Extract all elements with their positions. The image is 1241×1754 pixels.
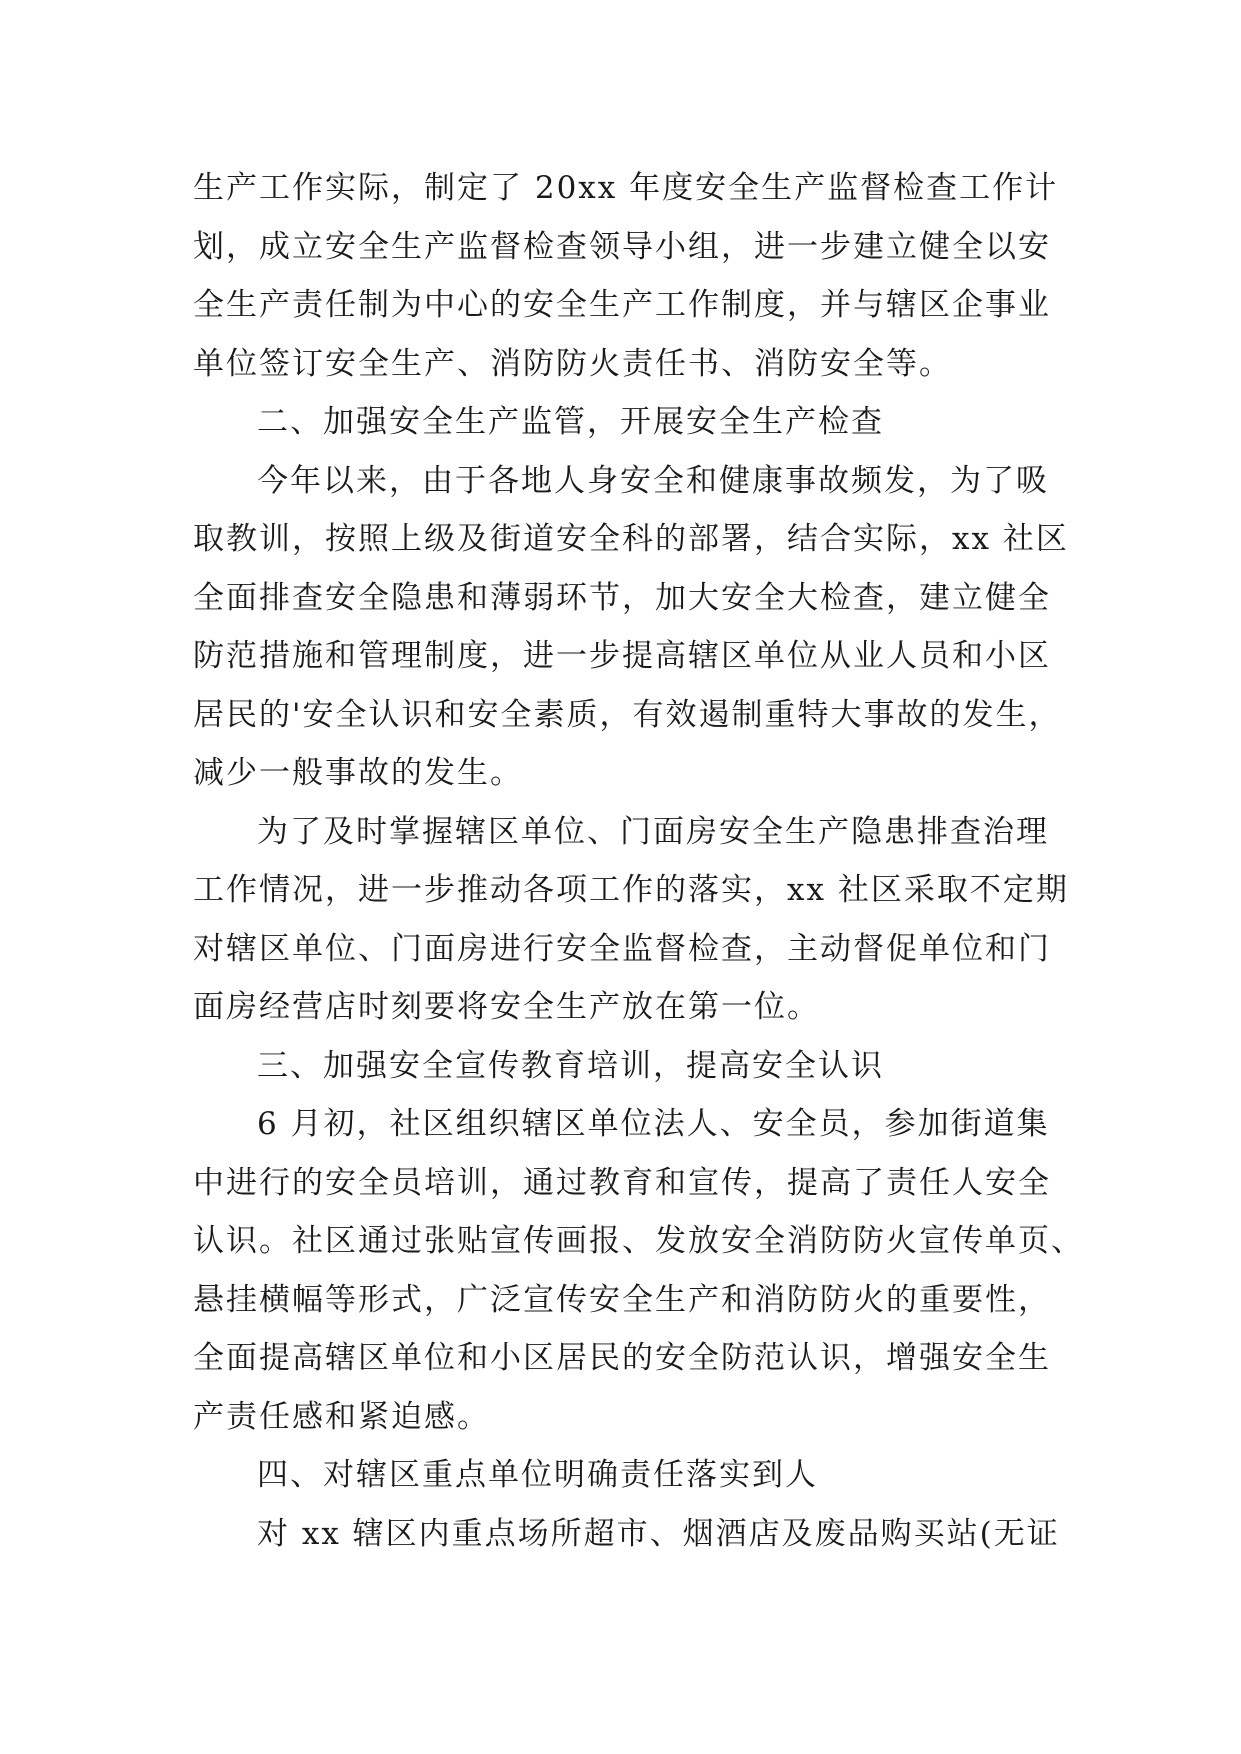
- body-line: 对辖区单位、门面房进行安全监督检查，主动督促单位和门: [193, 930, 1051, 967]
- body-line: 生产工作实际，制定了 20xx 年度安全生产监督检查工作计: [193, 170, 1059, 206]
- body-line: 全面排查安全隐患和薄弱环节，加大安全大检查，建立健全: [193, 579, 1051, 616]
- section-heading-4: 四、对辖区重点单位明确责任落实到人: [257, 1457, 818, 1493]
- body-line: 居民的'安全认识和安全素质，有效遏制重特大事故的发生，: [193, 696, 1062, 733]
- body-line: 取教训，按照上级及街道安全科的部署，结合实际，xx 社区: [193, 521, 1069, 557]
- body-line: 减少一般事故的发生。: [193, 755, 523, 791]
- body-line: 全面提高辖区单位和小区居民的安全防范认识，增强安全生: [193, 1340, 1051, 1376]
- body-line: 单位签订安全生产、消防防火责任书、消防安全等。: [193, 345, 952, 382]
- body-line: 防范措施和管理制度，进一步提高辖区单位从业人员和小区: [193, 638, 1051, 674]
- body-line: 对 xx 辖区内重点场所超市、烟酒店及废品购买站(无证: [257, 1515, 1060, 1552]
- body-line: 工作情况，进一步推动各项工作的落实，xx 社区采取不定期: [193, 872, 1069, 908]
- body-line: 今年以来，由于各地人身安全和健康事故频发，为了吸: [257, 462, 1049, 499]
- body-line: 面房经营店时刻要将安全生产放在第一位。: [193, 989, 820, 1025]
- body-line: 为了及时掌握辖区单位、门面房安全生产隐患排查治理: [257, 813, 1049, 850]
- body-line: 产责任感和紧迫感。: [193, 1398, 490, 1435]
- body-line: 6 月初，社区组织辖区单位法人、安全员，参加街道集: [257, 1106, 1050, 1142]
- body-line: 认识。社区通过张贴宣传画报、发放安全消防防火宣传单页、: [193, 1223, 1084, 1259]
- body-line: 划，成立安全生产监督检查领导小组，进一步建立健全以安: [193, 228, 1051, 265]
- section-heading-2: 二、加强安全生产监管，开展安全生产检查: [257, 404, 884, 440]
- body-line: 中进行的安全员培训，通过教育和宣传，提高了责任人安全: [193, 1164, 1051, 1201]
- section-heading-3: 三、加强安全宣传教育培训，提高安全认识: [257, 1047, 884, 1084]
- document-body: [193, 159, 1084, 1563]
- body-line: 悬挂横幅等形式，广泛宣传安全生产和消防防火的重要性，: [193, 1281, 1051, 1318]
- body-line: 全生产责任制为中心的安全生产工作制度，并与辖区企事业: [193, 287, 1051, 323]
